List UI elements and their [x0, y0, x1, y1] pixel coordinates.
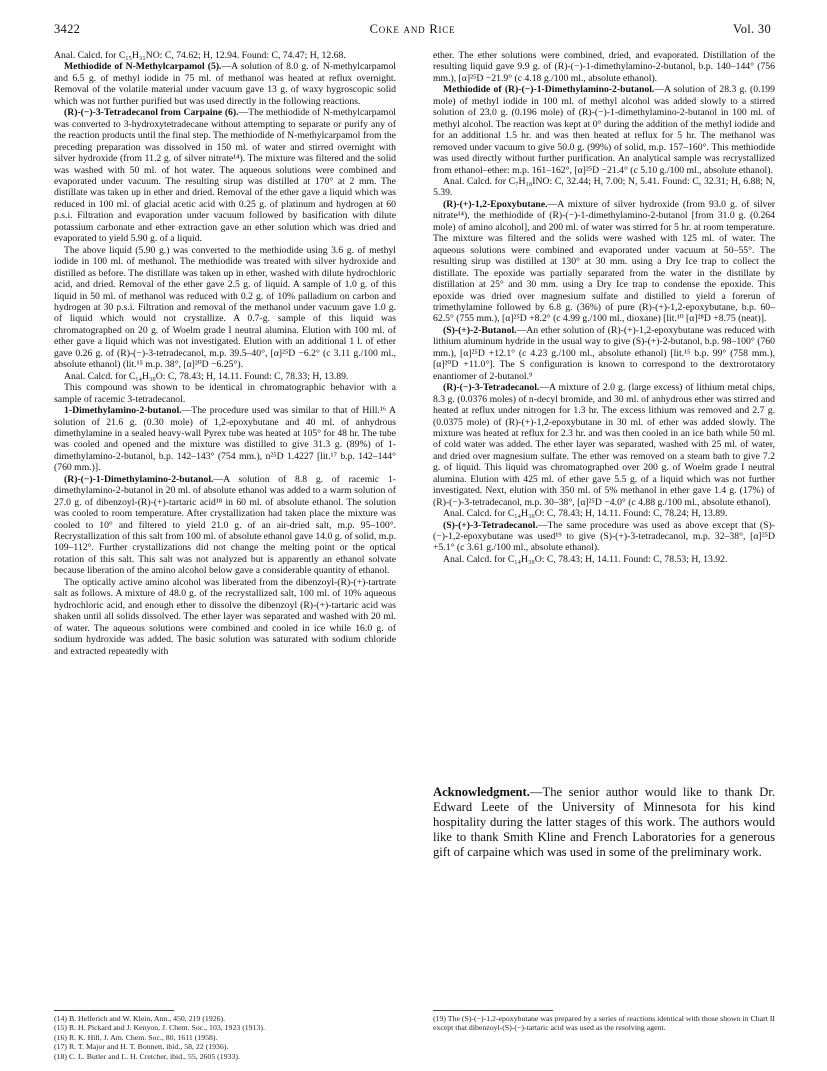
footnote-rule-right	[433, 1010, 553, 1011]
paragraph: (R)-(−)-1-Dimethylamino-2-butanol.—A solution of 8.8 g. of racemic 1-dimethylamino-2-butanol in 20 ml. of absolute ethanol was added to a warm solution of 27.0 g. of dibenzoyl-(R)-(+)-tartaric acid¹⁸ in 60 ml. of absolute ethanol. The solution was cooled to room temperature. After crystallization had taken place the mixture was cooled to 10° and filtered to yield 21.0 g. of an air-dried salt, m.p. 95–100°. Recrystallization of this salt from 100 ml. of absolute ethanol gave 14.0 g. of solid, m.p. 109–112°. Further crystallizations did not change the melting point or the optical rotation of this salt. This salt was not analyzed but is apparently an ethanol solvate because liberation of the amino alcohol below gave a considerable quantity of ethanol.	[54, 473, 396, 577]
paragraph: (S)-(+)-2-Butanol.—An ether solution of (R)-(+)-1,2-epoxybutane was reduced with lithium aluminum hydride in the usual way to give (S)-(+)-2-butanol, b.p. 98–100° (760 mm.), [α]²⁵D +12.1° (c 4.23 g./100 ml., absolute ethanol) [lit.¹⁵ b.p. 99° (758 mm.), [α]²⁰D +11.0°]. The S configuration is known to correspond to the dextrorotatory enantiomer of 2-butanol.⁹	[433, 324, 775, 382]
right-column	[433, 50, 775, 565]
section-heading: (S)-(+)-2-Butanol.	[443, 324, 517, 336]
running-title: Coke and Rice	[369, 22, 456, 36]
paragraph: (S)-(+)-3-Tetradecanol.—The same procedure was used as above except that (S)-(−)-1,2-epoxybutane was used¹⁹ to give (S)-(+)-3-tetradecanol, m.p. 32–38°, [α]²⁵D +5.1° (c 3.61 g./100 ml., absolute ethanol).	[433, 519, 775, 554]
footnote: (15) R. H. Pickard and J. Kenyon, J. Chem. Soc., 103, 1923 (1913).	[54, 1023, 265, 1033]
footnote-rule-left	[54, 1010, 174, 1011]
acknowledgment-section	[433, 785, 775, 860]
volume-label: Vol. 30	[733, 22, 771, 36]
footnote: (16) R. K. Hill, J. Am. Chem. Soc., 80, 1611 (1958).	[54, 1032, 218, 1042]
paragraph: Anal. Calcd. for C₁₅H₃₁NO: C, 74.62; H, 12.94. Found: C, 74.47; H, 12.68.	[54, 50, 346, 61]
paragraph: Methiodide of (R)-(−)-1-Dimethylamino-2-butanol.—A solution of 28.3 g. (0.199 mole) of methyl iodide in 100 ml. of methyl alcohol was added slowly to a stirred solution of 23.0 g. (0.196 mole) of (R)-(−)-1-dimethylamino-2-butanol in 100 ml. of methyl alcohol. The reaction was kept at 0° during the addition of the methyl iodide and for an additional 1.5 hr. and was then heated at reflux for 5 hr. The methanol was removed under vacuum to give 50.0 g. (99%) of solid, m.p. 157–160°. This methiodide was used directly without further purification. An analytical sample was recrystallized from ethanol–ether: m.p. 161–162°, [α]²⁵D −21.4° (c 5.10 g./100 ml., absolute ethanol).	[433, 84, 775, 176]
section-heading: 1-Dimethylamino-2-butanol.	[64, 405, 182, 417]
paragraph: Anal. Calcd. for C₇H₁₈INO: C, 32.44; H, 7.00; N, 5.41. Found: C, 32.31; H, 6.88; N, 5.39.	[433, 175, 775, 199]
paragraph: Anal. Calcd. for C₁₄H₃₀O: C, 78.43; H, 14.11. Found: C, 78.53; H, 13.92.	[443, 553, 728, 565]
section-heading: (S)-(+)-3-Tetradecanol.	[443, 519, 538, 531]
section-heading: Methiodide of (R)-(−)-1-Dimethylamino-2-butanol.	[443, 84, 655, 96]
footnote: (18) C. L. Butler and L. H. Cretcher, ibid., 55, 2605 (1933).	[54, 1051, 240, 1061]
paragraph: The above liquid (5.90 g.) was converted to the methiodide using 3.6 g. of methyl iodide in 100 ml. of methanol. The methiodide was treated with silver hydroxide and distilled as before. The distillate was taken up in ether, washed with dilute hydrochloric acid, and dried. Removal of the ether gave 2.5 g. of liquid. A sample of 1.0 g. of this liquid in 50 ml. of methanol was reduced with 0.2 g. of 10% palladium on carbon and hydrogen at 30 p.s.i. Filtration and removal of the methanol under vacuum gave 1.0 g. of liquid which would not crystallize. A 0.7-g. sample of this liquid was chromatographed on 20 g. of Woelm grade I neutral alumina. Elution with 100 ml. of ether gave a liquid which was not investigated. Elution with an additional 1 l. of ether gave 0.26 g. of (R)-(−)-3-tetradecanol, m.p. 39.5–40°, [α]²⁵D −6.2° (c 3.11 g./100 ml., absolute ethanol) (lit.¹⁵ m.p. 38°, [α]²⁰D −6.25°).	[54, 244, 396, 371]
acknowledgment-heading: Acknowledgment.	[433, 785, 530, 799]
section-heading: (R)-(−)-3-Tetradecanol.	[443, 382, 540, 394]
section-heading: (R)-(−)-3-Tetradecanol from Carpaine (6).	[64, 107, 239, 119]
section-heading: Methiodide of N-Methylcarpamol (5).	[64, 61, 222, 73]
left-column	[54, 50, 396, 657]
running-header	[54, 22, 771, 40]
paragraph: This compound was shown to be identical in chromatographic behavior with a sample of racemic 3-tetradecanol.	[54, 382, 396, 405]
footnote: (14) B. Helferich and W. Klein, Ann., 450, 219 (1926).	[54, 1014, 226, 1023]
page-number: 3422	[54, 22, 81, 36]
footnote: (19) The (S)-(−)-1,2-epoxybutane was prepared by a series of reactions identical with those shown in Chart II except that dibenzoyl-(S)-(−)-tartaric acid was used as the resolving agent.	[433, 1014, 775, 1033]
paragraph: Anal. Calcd. for C₁₄H₃₀O: C, 78.43; H, 14.11. Found: C, 78.24; H, 13.89.	[443, 508, 728, 520]
paragraph: ether. The ether solutions were combined, dried, and evaporated. Distillation of the resulting liquid gave 9.9 g. of (R)-(−)-1-dimethylamino-2-butanol, b.p. 140–144° (756 mm.), [α]²⁵D −21.9° (c 4.18 g./100 ml., absolute ethanol).	[433, 50, 775, 84]
paragraph: (R)-(+)-1,2-Epoxybutane.—A mixture of silver hydroxide (from 93.0 g. of silver nitrate¹⁴), the methiodide of (R)-(−)-1-dimethylamino-2-butanol [from 31.0 g. (0.264 mole) of amino alcohol], and 200 ml. of water was stirred for 5 hr. at room temperature. The mixture was filtered and the solids were washed with 125 ml. of water. The aqueous solutions were combined and evaporated under vacuum at 50–55°. The resulting sirup was distilled at 130° at 30 mm. using a Dry Ice trap to collect the distillate. The epoxide was partially separated from the water in the distillate by distillation at 25° and 30 mm. using a Dry Ice trap to condense the epoxide. This epoxide was dried over magnesium sulfate and distilled to yield a forerun of trimethylamine followed by 6.8 g. (36%) of pure (R)-(+)-1,2-epoxybutane, b.p. 60–62.5° (755 mm.), [α]²⁵D +8.2° (c 4.99 g./100 ml., dioxane) [lit.¹⁰ [α]²⁸D +8.75 (neat)].	[433, 198, 775, 325]
paragraph: Anal. Calcd. for C₁₄H₃₀O: C, 78.43; H, 14.11. Found: C, 78.33; H, 13.89.	[64, 370, 349, 382]
footnotes-right	[433, 1014, 775, 1033]
section-heading: (R)-(−)-1-Dimethylamino-2-butanol.	[64, 473, 214, 485]
acknowledgment-text: —The senior author would like to thank Dr. Edward Leete of the University of Minnesota for his kind hospitality during the latter stages of this work. The authors would like to thank Smith Kline and French Laboratories for a generous gift of carpaine which was used in some of the preliminary work.	[433, 785, 775, 860]
paragraph: Methiodide of N-Methylcarpamol (5).—A solution of 8.0 g. of N-methylcarpamol and 6.5 g. of methyl iodide in 75 ml. of methanol was heated at reflux overnight. Removal of the volatile material under vacuum gave 13 g. of waxy hygroscopic solid which was not further purified but was used directly in the following reactions.	[54, 61, 396, 107]
footnote: (17) R. T. Major and H. T. Bonnett, ibid., 58, 22 (1936).	[54, 1042, 229, 1052]
section-heading: (R)-(+)-1,2-Epoxybutane.	[443, 198, 548, 210]
paragraph: 1-Dimethylamino-2-butanol.—The procedure used was similar to that of Hill.¹⁶ A solution of 21.6 g. (0.30 mole) of 1,2-epoxybutane and 40 ml. of anhydrous dimethylamine in a sealed heavy-wall Pyrex tube was heated at 105° for 48 hr. The tube was cooled and opened and the mixture was distilled to give 31.3 g. (89%) of 1-dimethylamino-2-butanol, b.p. 142–143° (754 mm.), n²⁵D 1.4227 [lit.¹⁷ b.p. 142–144° (760 mm.)].	[54, 405, 396, 474]
footnotes-left	[54, 1014, 396, 1061]
paragraph: The optically active amino alcohol was liberated from the dibenzoyl-(R)-(+)-tartrate salt as follows. A mixture of 48.0 g. of the recrystallized salt, 100 ml. of 10% aqueous hydrochloric acid, and enough ether to dissolve the dibenzoyl (R)-(+)-tartaric acid was shaken until all solids dissolved. The ether layer was separated and washed with 20 ml. of water. The aqueous solutions were combined and cooled in ice while 16.0 g. of sodium hydroxide was added. The basic solution was saturated with sodium chloride and extracted repeatedly with	[54, 576, 396, 657]
paragraph: (R)-(−)-3-Tetradecanol from Carpaine (6).—The methiodide of N-methylcarpamol was converted to 3-hydroxytetradecane without attempting to separate or purify any of the reaction products until the final step. The methiodide of N-methylcarpamol from the preceding preparation was dissolved in 150 ml. of water and stirred overnight with silver hydroxide (from 11.2 g. of silver nitrate¹⁴). The mixture was filtered and the solid was washed with 50 ml. of hot water. The aqueous solutions were combined and evaporated under vacuum. The resulting sirup was distilled at 170° at 2 mm. The distillate was taken up in ether and dried. Removal of the ether gave a liquid which was reduced in 100 ml. of glacial acetic acid with 0.25 g. of platinum and hydrogen at 60 p.s.i. Filtration and evaporation under vacuum followed by basification with dilute potassium carbonate and ether extraction gave an ether solution which was dried and evaporated to yield 5.90 g. of a liquid.	[54, 107, 396, 245]
paragraph: (R)-(−)-3-Tetradecanol.—A mixture of 2.0 g. (large excess) of lithium metal chips, 8.3 g. (0.0376 moles) of n-decyl bromide, and 30 ml. of anhydrous ether was stirred and heated at reflux under nitrogen for 1.3 hr. The excess lithium was removed and 2.7 g. (0.0375 mole) of (R)-(+)-1,2-epoxybutane in 30 ml. of ether was added slowly. The mixture was heated at reflux for 2.3 hr. and was then cooled in an ice bath while 50 ml. of cold water was added. The ether layer was separated, washed with 25 ml. of water, and dried over magnesium sulfate. The ether was removed on a steam bath to give 7.2 g. of liquid. This liquid was chromatographed over 200 g. of Woelm grade I neutral alumina. Elution with 425 ml. of ether gave 5.5 g. of a liquid which was not further investigated. Next, elution with 350 ml. of 5% methanol in ether gave 1.4 g. (17%) of (R)-(−)-3-tetradecanol, m.p. 30–38°, [α]²⁵D −4.0° (c 4.88 g./100 ml., absolute ethanol).	[433, 382, 775, 508]
